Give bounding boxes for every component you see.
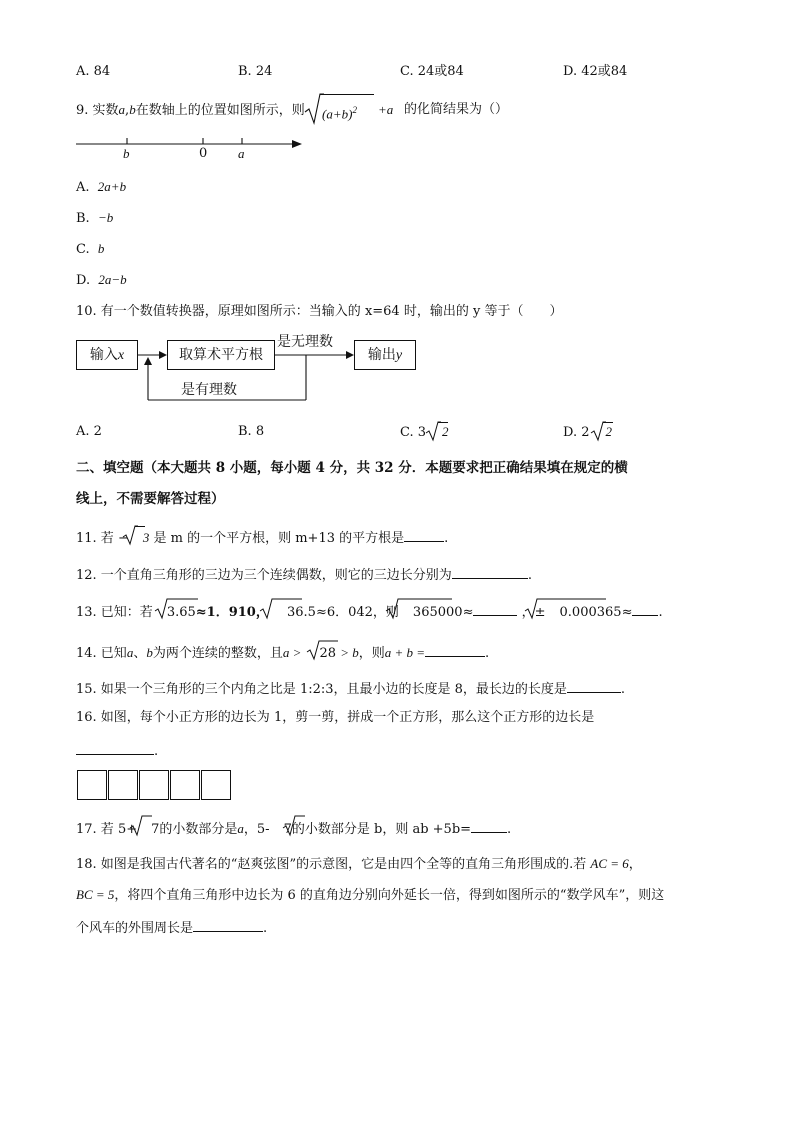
q10-option-b: B. 8 [238, 424, 265, 439]
q13: 13. 已知：若 3.65≈1．910， 36.5≈6．042，则 365000≈ ，± 0.000365≈ . [76, 601, 663, 622]
q9-option-a: A. 2a+b [76, 179, 127, 195]
q9-option-d: D. 2a−b [76, 272, 127, 288]
q9-stem: 9. 实数a,b在数轴上的位置如图所示，则 [76, 102, 305, 118]
q15: 15. 如果一个三角形的三个内角之比是 1:2:3，且最小边的长度是 8，最长边的长度是 . [76, 678, 625, 699]
q16: 16. 如图，每个小正方形的边长为 1，剪一剪，拼成一个正方形，那么这个正方形的边长是 [76, 710, 595, 725]
q8-option-c: C. 24或84 [400, 64, 464, 79]
number-line-zero: 0 [199, 146, 208, 161]
q18-line1: 18. 如图是我国古代著名的“赵爽弦图”的示意图，它是由四个全等的直角三角形围成的.若 AC = 6， [76, 856, 642, 872]
q10-option-d: D. 2 2 [563, 424, 612, 440]
q10-option-a: A. 2 [76, 424, 102, 439]
q10-option-c: C. 3 2 [400, 424, 449, 440]
converter-rational-label: 是有理数 [181, 382, 237, 398]
q9-radicand: $(a+b)^2$ [322, 105, 357, 122]
q8-option-d: D. 42或84 [563, 64, 628, 79]
converter-irrational-label: 是无理数 [277, 334, 333, 350]
q14: 14. 已知a、b为两个连续的整数，且a > 28 > b，则a + b = . [76, 642, 489, 663]
number-line-a: a [238, 146, 245, 161]
q9-stem-end: 的化简结果为（） [404, 102, 509, 117]
section-2-heading-line2: 线上，不需要解答过程） [76, 491, 225, 507]
q11: 11. 若 − 3 是 m 的一个平方根，则 m+13 的平方根是 . [76, 527, 448, 548]
q18-answer-blank[interactable] [193, 917, 263, 932]
q8-option-a: A. 84 [76, 64, 111, 79]
converter-input-box: 输入x [76, 340, 138, 370]
q8-option-b: B. 24 [238, 64, 273, 79]
q17: 17. 若 5+ 7的小数部分是a，5- 7的小数部分是 b，则 ab +5b= . [76, 818, 511, 839]
section-2-heading-line1: 二、填空题（本大题共 8 小题，每小题 4 分，共 32 分．本题要求把正确结果填在规定的横 [76, 460, 628, 476]
number-line-b: b [123, 146, 130, 161]
q9-option-b: B. −b [76, 210, 114, 226]
q9-plus-a: +a [378, 102, 394, 117]
q16-answer-line: . [76, 740, 158, 761]
converter-process-box: 取算术平方根 [167, 340, 275, 370]
q10-stem: 10. 有一个数值转换器，原理如图所示：当输入的 x=64 时，输出的 y 等于（ ） [76, 304, 563, 319]
q9-option-c: C. b [76, 241, 105, 257]
q18-line2: BC = 5，将四个直角三角形中边长为 6 的直角边分别向外延长一倍，得到如图所示的“数学风车”，则这 [76, 887, 665, 903]
converter-output-box: 输出y [354, 340, 416, 370]
q12: 12. 一个直角三角形的三边为三个连续偶数，则它的三边长分别为 . [76, 564, 532, 585]
q18-line3: 个风车的外围周长是 . [76, 917, 267, 938]
